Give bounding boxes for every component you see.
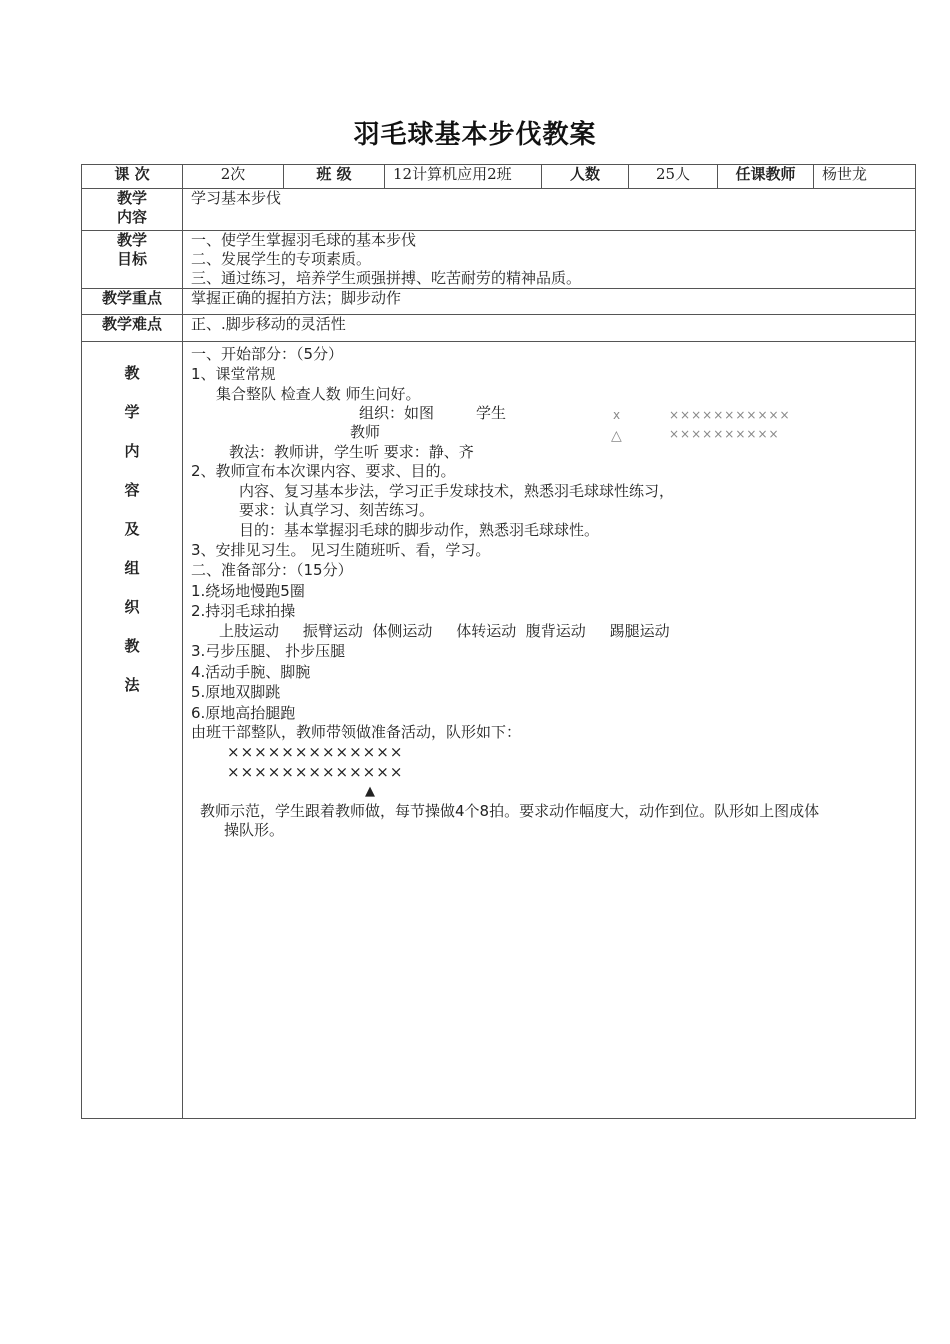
body-line: 6.原地高抬腿跑 — [191, 704, 296, 722]
formation-row: ××××××××××××× — [227, 743, 404, 761]
body-line: 3.弓步压腿、 扑步压腿 — [191, 642, 346, 660]
lesson-label: 课 次 — [82, 165, 183, 189]
content-value: 学习基本步伐 — [183, 189, 916, 231]
goal-label: 教学 目标 — [82, 231, 183, 289]
body-line: 1.绕场地慢跑5圈 — [191, 582, 305, 600]
student-row: ××××××××××× — [669, 408, 791, 422]
count-value: 25人 — [629, 165, 718, 189]
student-mark: x — [613, 408, 622, 422]
body-line: 上肢运动 振臂运动 体侧运动 体转运动 腹背运动 踢腿运动 — [219, 622, 670, 640]
goal-item: 一、使学生掌握羽毛球的基本步伐 — [191, 231, 417, 249]
goal-item: 二、发展学生的专项素质。 — [191, 250, 372, 268]
goal-list — [183, 231, 916, 289]
body-line: 5.原地双脚跳 — [191, 683, 281, 701]
method-label-char: 内 — [124, 442, 140, 460]
content-label: 教学 内容 — [82, 189, 183, 231]
formation-row: ××××××××××××× — [227, 763, 404, 781]
method-label-char: 学 — [124, 403, 140, 421]
method-label-char: 教 — [124, 364, 140, 382]
method-label — [82, 342, 183, 1119]
lesson-plan-table — [81, 164, 916, 1119]
difficulty-label: 教学难点 — [82, 315, 183, 342]
section-prep: 二、准备部分：（15分） — [191, 561, 353, 579]
body-line: 学生 — [476, 404, 507, 422]
body-line: 4.活动手腕、脚腕 — [191, 663, 311, 681]
method-body — [183, 342, 916, 1119]
body-line: 2、教师宣布本次课内容、要求、目的。 — [191, 462, 456, 480]
method-label-char: 法 — [124, 676, 140, 694]
class-label: 班 级 — [284, 165, 385, 189]
count-label: 人数 — [542, 165, 629, 189]
section-start: 一、开始部分：（5分） — [191, 345, 344, 363]
teacher-mark: △ — [611, 428, 623, 444]
method-label-char: 容 — [124, 481, 140, 499]
teacher-value: 杨世龙 — [814, 165, 916, 189]
key-value: 掌握正确的握拍方法；脚步动作 — [183, 289, 916, 315]
body-line: 由班干部整队，教师带领做准备活动，队形如下： — [191, 723, 522, 741]
page-title: 羽毛球基本步伐教案 — [353, 120, 597, 150]
body-line: 内容、复习基本步法，学习正手发球技术，熟悉羽毛球球性练习， — [239, 482, 675, 500]
body-line: 操队形。 — [224, 821, 285, 839]
body-line: 教师示范，学生跟着教师做，每节操做4个8拍。要求动作幅度大，动作到位。队形如上图成体 — [200, 802, 820, 820]
key-label: 教学重点 — [82, 289, 183, 315]
body-line: 3、安排见习生。 见习生随班听、看，学习。 — [191, 541, 491, 559]
student-row: ×××××××××× — [669, 427, 780, 441]
body-line: 要求：认真学习、刻苦练习。 — [239, 501, 435, 519]
teacher-marker: ▲ — [365, 784, 375, 799]
body-line: 目的：基本掌握羽毛球的脚步动作，熟悉羽毛球球性。 — [239, 521, 600, 539]
method-label-char: 及 — [124, 520, 140, 538]
goal-item: 三、通过练习，培养学生顽强拼搏、吃苦耐劳的精神品质。 — [191, 269, 582, 287]
method-label-char: 教 — [124, 637, 140, 655]
body-line: 组织：如图 — [359, 404, 435, 422]
body-line: 2.持羽毛球拍操 — [191, 602, 296, 620]
teacher-label: 任课教师 — [718, 165, 814, 189]
body-line: 集合整队 检查人数 师生问好。 — [216, 385, 421, 403]
body-line: 教师 — [350, 423, 381, 441]
method-label-char: 织 — [124, 598, 140, 616]
body-line: 教法：教师讲，学生听 要求：静、齐 — [229, 443, 474, 461]
method-label-char: 组 — [124, 559, 140, 577]
body-line: 1、课堂常规 — [191, 365, 276, 383]
difficulty-value: 正、.脚步移动的灵活性 — [183, 315, 916, 342]
class-value: 12计算机应用2班 — [385, 165, 542, 189]
lesson-value: 2次 — [183, 165, 284, 189]
